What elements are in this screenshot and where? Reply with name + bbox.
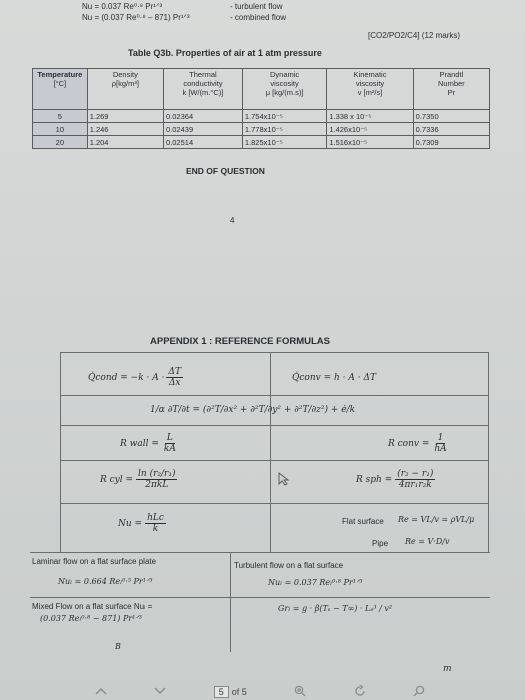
r-cyl-den: 2πkL	[145, 480, 169, 490]
formula-r-cyl	[100, 469, 177, 490]
formula-nu	[118, 513, 166, 534]
mixed-equation: (0.037 Reₗ⁰·⁸ − 871) Pr¹ᐟ³	[40, 614, 142, 623]
table-cell: 1.825x10⁻⁵	[242, 136, 326, 149]
turbulent-title: Turbulent flow on a flat surface	[234, 561, 344, 570]
r-cyl-fraction	[136, 469, 177, 490]
header-density	[87, 69, 163, 110]
pipe-label: Pipe	[372, 539, 389, 548]
table-cell: 1.754x10⁻⁵	[242, 110, 326, 123]
q-cond-fraction	[166, 367, 183, 388]
formula-nu-combined: Nu = (0.037 Re⁰·⁸ – 871) Pr¹ᐟ³	[82, 13, 190, 22]
header-line: k [W/(m.°C)]	[182, 88, 224, 97]
formula-heat-equation: 1/α ∂T/∂t = (∂²T/∂x² + ∂²T/∂y² + ∂²T/∂z²) + ė/k	[150, 405, 356, 415]
q-cond-num: ΔT	[168, 367, 181, 377]
nu-lhs: Nu =	[118, 518, 143, 529]
formula-r-conv	[388, 433, 449, 454]
header-line: Number	[437, 79, 465, 88]
formula-r-sph	[356, 469, 435, 490]
r-wall-fraction	[162, 433, 178, 454]
search-icon[interactable]	[413, 685, 425, 700]
grid-line	[30, 552, 490, 553]
header-line: viscosity	[355, 79, 385, 88]
table-cell: 1.778x10⁻⁵	[242, 123, 326, 136]
r-conv-lhs: R conv =	[388, 438, 430, 449]
formula-nu-turbulent: Nu = 0.037 Re⁰·⁸ Pr¹ᐟ³	[82, 2, 162, 11]
table-cell: 1.338 x 10⁻⁵	[327, 110, 413, 123]
course-code: [CO2/PO2/C4] (12 marks)	[368, 31, 461, 40]
grid-line	[60, 503, 489, 504]
table-cell: 0.02514	[164, 136, 243, 149]
table-cell: 1.246	[87, 123, 163, 136]
formula-r-wall	[120, 433, 178, 454]
viewer-toolbar	[95, 684, 425, 700]
grid-line	[30, 597, 490, 598]
header-line: [°C]	[53, 79, 67, 88]
table-cell: 5	[33, 110, 88, 123]
r-sph-fraction	[395, 469, 435, 490]
air-properties-table	[32, 68, 490, 149]
r-cyl-num: ln (r₂/r₁)	[138, 469, 176, 479]
grid-line	[488, 352, 489, 552]
table-cell: 0.02439	[164, 123, 243, 136]
grid-line	[60, 425, 489, 426]
r-wall-lhs: R wall =	[120, 438, 159, 449]
header-line: conductivity	[183, 79, 223, 88]
table-row	[33, 136, 490, 149]
end-of-question: END OF QUESTION	[186, 166, 265, 176]
r-conv-fraction	[432, 433, 448, 454]
grid-line	[60, 352, 489, 353]
grid-line	[60, 352, 61, 552]
q-cond-den: Δx	[168, 378, 181, 388]
r-sph-den: 4πr₁r₂k	[398, 480, 432, 490]
partial-letter: B	[115, 642, 121, 651]
header-kinematic-viscosity	[327, 69, 413, 110]
header-line: Thermal	[189, 70, 217, 79]
r-wall-den: kA	[163, 444, 176, 454]
table-title: Table Q3b. Properties of air at 1 atm pressure	[128, 48, 322, 58]
header-line: Temperature	[37, 70, 83, 79]
r-conv-den: hA	[434, 444, 447, 454]
appendix-title: APPENDIX 1 : REFERENCE FORMULAS	[150, 336, 330, 347]
page-indicator	[214, 686, 247, 698]
table-cell: 1.269	[87, 110, 163, 123]
header-dynamic-viscosity	[242, 69, 326, 110]
nu-fraction	[145, 513, 166, 534]
formula-q-cond	[88, 367, 183, 388]
grid-line	[270, 352, 271, 552]
header-line: μ [kg/(m.s)]	[265, 88, 304, 97]
turbulent-equation: Nuₗ = 0.037 Reₗ⁰·⁸ Pr¹ᐟ³	[268, 578, 363, 587]
table-cell: 0.7350	[413, 110, 489, 123]
m-label: m	[443, 664, 452, 674]
current-page-input[interactable]: 5	[214, 686, 229, 698]
table-row	[33, 110, 490, 123]
nu-den: k	[152, 524, 159, 534]
formula-q-conv: Q̇conv = h · A · ΔT	[292, 373, 376, 383]
r-wall-num: L	[166, 433, 173, 443]
rotate-icon[interactable]	[354, 685, 366, 700]
pipe-re: Re = V·D/v	[405, 537, 450, 546]
laminar-title: Laminar flow on a flat surface plate	[32, 557, 157, 566]
flat-surface-label: Flat surface	[342, 517, 384, 526]
r-conv-num: 1	[437, 433, 444, 443]
grid-line	[60, 460, 489, 461]
grashof-formula: Grₗ = g · β(Tₛ − T∞) · Lₑ³ / v²	[278, 604, 393, 613]
header-temperature	[33, 69, 88, 110]
cursor-icon	[278, 472, 290, 491]
header-line: v [m²/s]	[357, 88, 383, 97]
header-thermal-conductivity	[164, 69, 243, 110]
page-number: 4	[230, 216, 235, 225]
header-line: Dynamic	[270, 70, 300, 79]
grid-line	[60, 395, 489, 396]
nu-num: hLc	[147, 513, 164, 523]
table-cell: 10	[33, 123, 88, 136]
table-cell: 1.516x10⁻⁵	[327, 136, 413, 149]
header-line: Prandtl	[439, 70, 464, 79]
flat-surface-re: Re = VL/v = ρVL/μ	[398, 515, 475, 524]
zoom-in-icon[interactable]	[294, 685, 306, 700]
table-cell: 20	[33, 136, 88, 149]
r-cyl-lhs: R cyl =	[100, 474, 134, 485]
grid-line	[230, 552, 231, 652]
mixed-title: Mixed Flow on a flat surface Nuₗ =	[32, 602, 153, 611]
chevron-down-icon[interactable]	[154, 686, 166, 698]
chevron-up-icon[interactable]	[95, 686, 107, 698]
laminar-equation: Nuₗ = 0.664 Reₗ⁰·⁵ Pr¹ᐟ³	[58, 577, 153, 586]
r-sph-num: (r₂ − r₁)	[397, 469, 434, 479]
table-cell: 1.426x10⁻⁵	[327, 123, 413, 136]
table-cell: 0.7336	[413, 123, 489, 136]
r-sph-lhs: R sph =	[356, 474, 393, 485]
turbulent-flow-label: - turbulent flow	[230, 2, 283, 11]
table-cell: 0.7309	[413, 136, 489, 149]
table-row	[33, 123, 490, 136]
q-cond-lhs: Q̇cond = −k · A ·	[88, 372, 165, 383]
combined-flow-label: - combined flow	[230, 13, 287, 22]
table-cell: 0.02364	[164, 110, 243, 123]
table-cell: 1.204	[87, 136, 163, 149]
header-line: Kinematic	[353, 70, 387, 79]
header-line: viscosity	[270, 79, 299, 88]
header-line: Pr	[447, 88, 456, 97]
header-line: ρ[kg/m³]	[111, 79, 139, 88]
total-pages: of 5	[231, 687, 247, 697]
table-header-row	[33, 69, 490, 110]
header-line: Density	[112, 70, 138, 79]
header-prandtl-number	[413, 69, 489, 110]
